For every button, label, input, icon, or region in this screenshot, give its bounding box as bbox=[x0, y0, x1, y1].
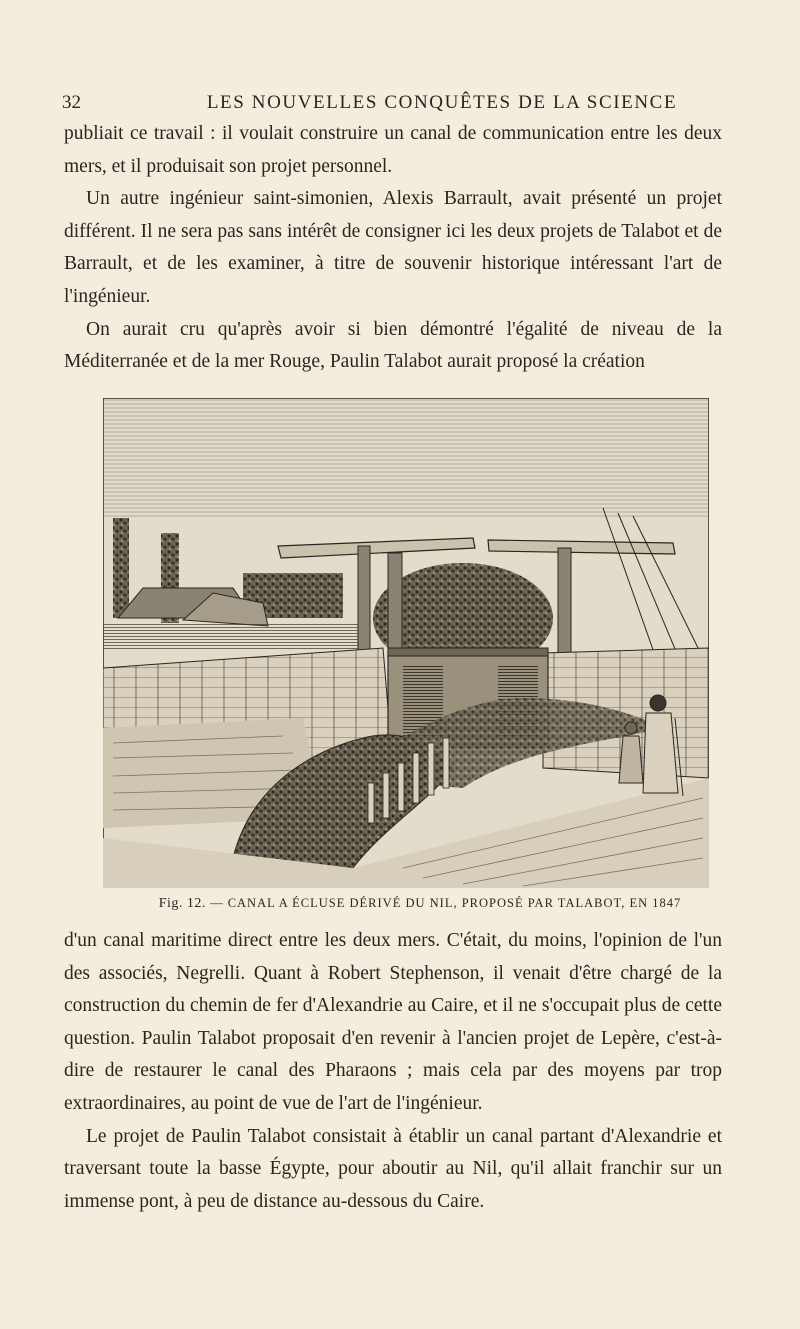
canal-lock-engraving bbox=[103, 398, 709, 888]
paragraph: d'un canal maritime direct entre les deux mers. C'était, du moins, l'opinion de l'un des associés, Negrelli. Quant à Robert Stephenson, il venait d'être chargé de la construction du chemin de fer d'Alexandrie au Caire, et il ne s'occupait plus de cette question. Paulin Talabot proposait d'en revenir à l'ancien projet de Lepère, c'est-à-dire de restaurer le canal des Pharaons ; mais cela par des moyens par trop extraordinaires, au point de vue de l'art de l'ingénieur. bbox=[64, 930, 722, 1114]
figure-caption bbox=[120, 896, 720, 912]
text-block-bottom bbox=[64, 925, 722, 1218]
paragraph: publiait ce travail : il voulait construire un canal de communication entre les deux mers, et il produisait son projet personnel. bbox=[64, 123, 722, 177]
text-block-top bbox=[64, 118, 722, 379]
engraving-figure bbox=[103, 398, 709, 888]
page-number: 32 bbox=[62, 92, 81, 113]
figure-caption-text: — CANAL A ÉCLUSE DÉRIVÉ DU NIL, PROPOSÉ PAR TALABOT, EN 1847 bbox=[210, 896, 682, 910]
paragraph: On aurait cru qu'après avoir si bien démontré l'égalité de niveau de la Méditerranée et de la mer Rouge, Paulin Talabot aurait proposé la création bbox=[64, 318, 722, 373]
paragraph: Le projet de Paulin Talabot consistait à établir un canal partant d'Alexandrie et traversant toute la basse Égypte, pour aboutir au Nil, qu'il allait franchir sur un immense pont, à peu de distance au-dessous du Caire. bbox=[64, 1125, 722, 1212]
figure-number: Fig. 12. bbox=[158, 896, 206, 911]
paragraph: Un autre ingénieur saint-simonien, Alexis Barrault, avait présenté un projet différent. Il ne sera pas sans intérêt de consigner ici les deux projets de Talabot et de Barrault, et de les examiner, à titre de souvenir historique intéressant l'art de l'ingénieur. bbox=[64, 188, 722, 307]
running-head: LES NOUVELLES CONQUÊTES DE LA SCIENCE bbox=[206, 92, 678, 113]
